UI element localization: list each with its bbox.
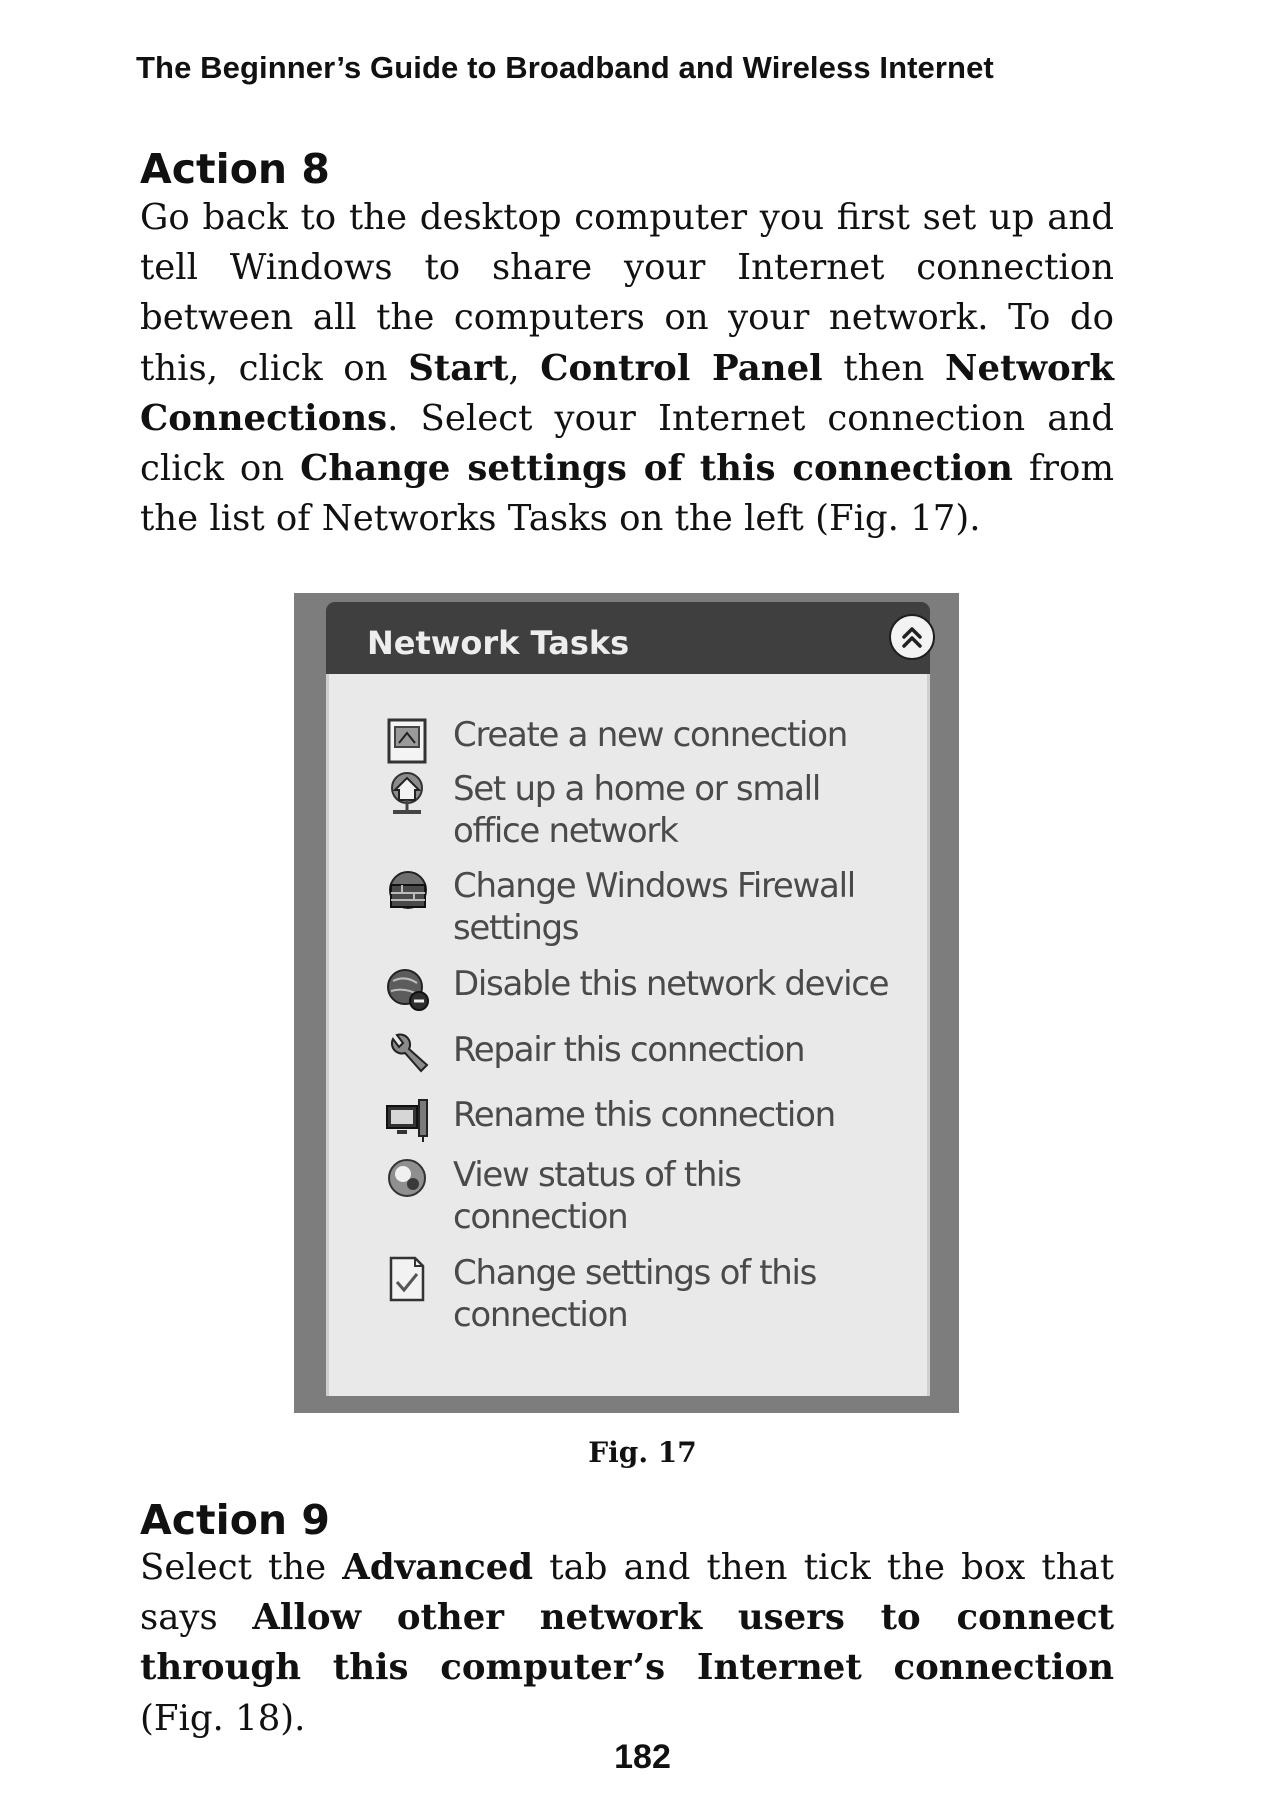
- rename-monitor-icon: [385, 1096, 431, 1146]
- network-tasks-figure: [294, 593, 959, 1413]
- task-label: Change Windows Firewall settings: [453, 866, 855, 948]
- control-panel-term: Control Panel: [540, 347, 823, 389]
- task-label: Set up a home or small office network: [453, 769, 820, 851]
- action-9-paragraph: [140, 1543, 1114, 1744]
- running-head: The Beginner’s Guide to Broadband and Wireless Internet: [136, 50, 994, 85]
- network-tasks-header[interactable]: [326, 602, 930, 674]
- paragraph-text: tab and then tick the box that says: [140, 1547, 1114, 1639]
- new-connection-icon: [385, 716, 431, 766]
- home-network-icon: [385, 770, 431, 820]
- change-settings-icon: [385, 1254, 431, 1304]
- firewall-icon: [385, 867, 431, 917]
- panel-title: Network Tasks: [367, 624, 630, 662]
- start-term: Start: [408, 347, 509, 389]
- task-label: View status of this connection: [453, 1155, 741, 1237]
- view-status-icon: [385, 1156, 431, 1206]
- allow-sharing-term: Allow other network users to connect through this computer’s Internet connection: [140, 1597, 1114, 1689]
- paragraph-text: then: [822, 347, 946, 389]
- disable-device-icon: [385, 965, 431, 1015]
- paragraph-text: from the list of Networks Tasks on the left (Fig. 17).: [140, 448, 1114, 540]
- task-label: Rename this connection: [453, 1095, 835, 1135]
- paragraph-text: . Select your Internet connection and click on: [140, 397, 1114, 490]
- task-label: Create a new connection: [453, 715, 847, 755]
- double-chevron-up-icon: [891, 616, 933, 658]
- action-9-heading: Action 9: [140, 1496, 330, 1544]
- page-number: 182: [614, 1738, 671, 1776]
- action-8-paragraph: [140, 193, 1114, 544]
- paragraph-text: Go back to the desktop computer you first set up and tell Windows to share your Internet connection between all the computers on your network. To do this, click on: [140, 197, 1114, 389]
- collapse-chevron-button[interactable]: [889, 614, 935, 660]
- repair-wrench-icon: [385, 1031, 431, 1081]
- figure-caption: Fig. 17: [588, 1436, 697, 1469]
- paragraph-text: Select the: [140, 1547, 343, 1588]
- advanced-term: Advanced: [342, 1547, 534, 1588]
- change-settings-term: Change settings of this connection: [300, 448, 1013, 490]
- paragraph-text: ,: [508, 347, 541, 389]
- network-connections-term: Network Connections: [140, 347, 1114, 439]
- paragraph-text: (Fig. 18).: [140, 1697, 306, 1739]
- task-label: Change settings of this connection: [453, 1253, 817, 1335]
- task-label: Repair this connection: [453, 1030, 805, 1070]
- action-8-heading: Action 8: [140, 145, 330, 193]
- task-label: Disable this network device: [453, 964, 889, 1004]
- network-tasks-list: [326, 674, 930, 1396]
